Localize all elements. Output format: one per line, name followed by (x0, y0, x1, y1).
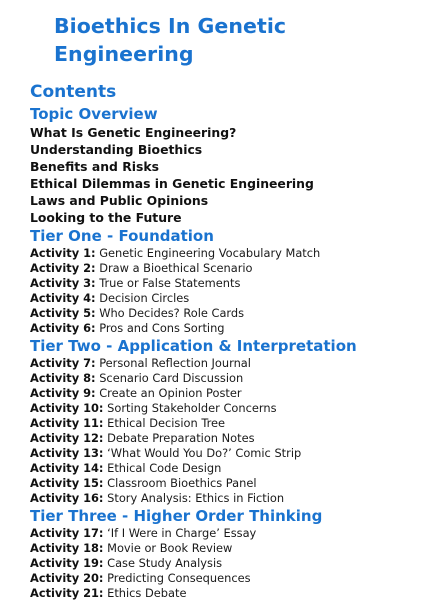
activity-title: Scenario Card Discussion (99, 371, 244, 385)
topic-item: Looking to the Future (30, 210, 182, 225)
activity-item (30, 371, 424, 386)
activity-title: True or False Statements (99, 276, 241, 290)
tier-three-activity-list (30, 526, 424, 601)
activity-item (30, 526, 424, 541)
activity-number: Activity 4: (30, 291, 96, 305)
activity-number: Activity 20: (30, 571, 104, 585)
topic-overview-heading: Topic Overview (30, 105, 158, 123)
activity-title: Debate Preparation Notes (107, 431, 255, 445)
contents-heading: Contents (30, 82, 117, 102)
activity-title: Classroom Bioethics Panel (107, 476, 257, 490)
activity-number: Activity 13: (30, 446, 104, 460)
activity-number: Activity 10: (30, 401, 104, 415)
activity-item (30, 291, 424, 306)
activity-number: Activity 7: (30, 356, 96, 370)
topic-item: What Is Genetic Engineering? (30, 125, 237, 140)
tier-two-heading: Tier Two - Application & Interpretation (30, 337, 357, 355)
activity-item (30, 306, 424, 321)
activity-title: Who Decides? Role Cards (99, 306, 245, 320)
activity-number: Activity 12: (30, 431, 104, 445)
activity-title: Ethical Code Design (107, 461, 222, 475)
activity-number: Activity 8: (30, 371, 96, 385)
activity-item (30, 401, 424, 416)
activity-item (30, 431, 424, 446)
activity-number: Activity 5: (30, 306, 96, 320)
activity-title: Draw a Bioethical Scenario (99, 261, 253, 275)
tier-one-activity-list (30, 246, 424, 336)
tier-two-activity-list (30, 356, 424, 506)
activity-item (30, 261, 424, 276)
activity-item (30, 386, 424, 401)
activity-number: Activity 6: (30, 321, 96, 335)
topic-item: Laws and Public Opinions (30, 193, 209, 208)
activity-title: Ethics Debate (107, 586, 187, 600)
activity-item (30, 476, 424, 491)
activity-item (30, 491, 424, 506)
activity-item (30, 446, 424, 461)
activity-number: Activity 2: (30, 261, 96, 275)
topic-overview-list (30, 124, 424, 226)
activity-title: Decision Circles (99, 291, 190, 305)
activity-number: Activity 17: (30, 526, 104, 540)
activity-number: Activity 1: (30, 246, 96, 260)
activity-number: Activity 3: (30, 276, 96, 290)
topic-item: Benefits and Risks (30, 159, 160, 174)
activity-item (30, 416, 424, 431)
activity-title: ‘What Would You Do?’ Comic Strip (107, 446, 302, 460)
activity-title: Personal Reflection Journal (99, 356, 251, 370)
activity-item (30, 321, 424, 336)
activity-item (30, 276, 424, 291)
activity-number: Activity 21: (30, 586, 104, 600)
topic-item: Ethical Dilemmas in Genetic Engineering (30, 176, 314, 191)
activity-number: Activity 19: (30, 556, 104, 570)
activity-number: Activity 11: (30, 416, 104, 430)
activity-title: ‘If I Were in Charge’ Essay (107, 526, 257, 540)
activity-title: Case Study Analysis (107, 556, 223, 570)
activity-title: Story Analysis: Ethics in Fiction (107, 491, 285, 505)
activity-number: Activity 9: (30, 386, 96, 400)
activity-number: Activity 15: (30, 476, 104, 490)
activity-title: Genetic Engineering Vocabulary Match (99, 246, 321, 260)
activity-title: Sorting Stakeholder Concerns (107, 401, 277, 415)
activity-title: Predicting Consequences (107, 571, 251, 585)
activity-number: Activity 16: (30, 491, 104, 505)
document-title: Bioethics In Genetic Engineering (54, 14, 287, 66)
activity-item (30, 541, 424, 556)
tier-one-heading: Tier One - Foundation (30, 227, 214, 245)
activity-title: Ethical Decision Tree (107, 416, 226, 430)
tier-three-heading: Tier Three - Higher Order Thinking (30, 507, 323, 525)
topic-item: Understanding Bioethics (30, 142, 203, 157)
activity-number: Activity 14: (30, 461, 104, 475)
activity-item (30, 571, 424, 586)
activity-title: Pros and Cons Sorting (99, 321, 225, 335)
activity-item (30, 246, 424, 261)
activity-item (30, 556, 424, 571)
activity-title: Create an Opinion Poster (99, 386, 242, 400)
activity-item (30, 356, 424, 371)
activity-number: Activity 18: (30, 541, 104, 555)
activity-item (30, 586, 424, 601)
activity-title: Movie or Book Review (107, 541, 233, 555)
activity-item (30, 461, 424, 476)
